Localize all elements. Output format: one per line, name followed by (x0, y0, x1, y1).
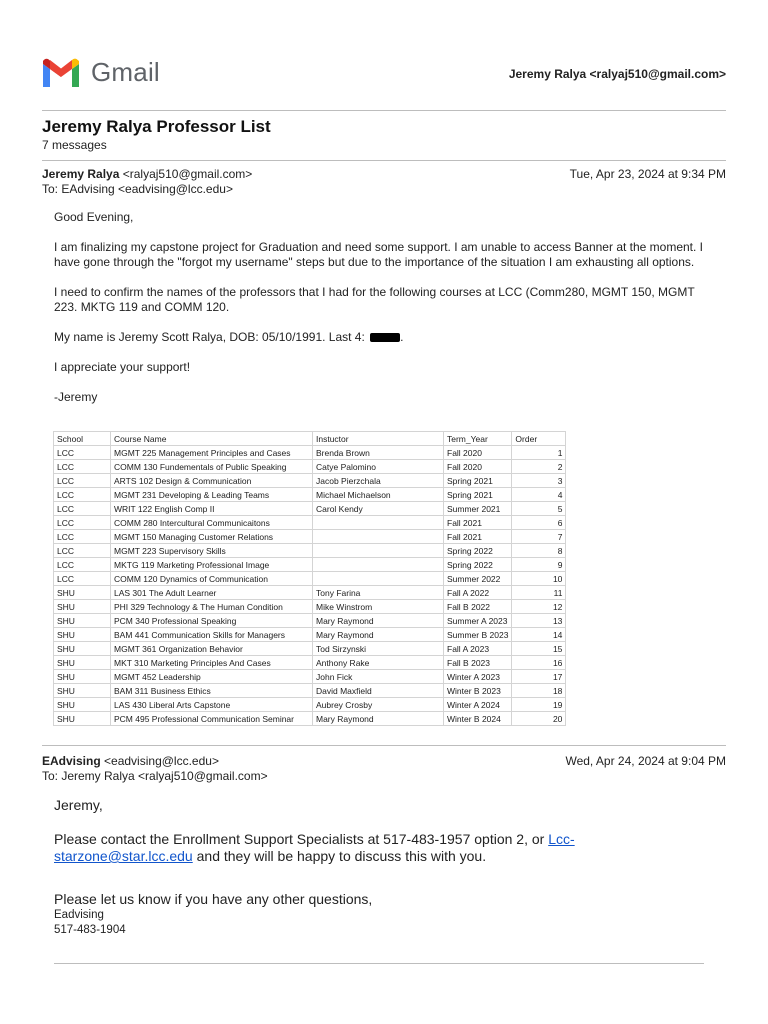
table-cell: Carol Kendy (313, 502, 444, 516)
table-cell: Spring 2021 (444, 488, 512, 502)
table-cell: 13 (512, 614, 566, 628)
table-cell: 3 (512, 474, 566, 488)
table-cell: LCC (54, 558, 111, 572)
identity-paragraph (54, 330, 719, 345)
header-divider (42, 110, 726, 111)
table-cell: LAS 301 The Adult Learner (111, 586, 313, 600)
sender-email: <ralyaj510@gmail.com> (122, 167, 253, 181)
table-cell: 16 (512, 656, 566, 670)
table-cell: Mary Raymond (313, 712, 444, 726)
table-cell: David Maxfield (313, 684, 444, 698)
table-cell: John Fick (313, 670, 444, 684)
link-text: starzone@star.lcc.edu (54, 848, 193, 864)
table-row (54, 670, 566, 684)
table-cell: Fall A 2022 (444, 586, 512, 600)
table-cell: PHI 329 Technology & The Human Condition (111, 600, 313, 614)
paragraph: I appreciate your support! (54, 360, 191, 374)
table-cell: Winter A 2024 (444, 698, 512, 712)
table-cell: MKTG 119 Marketing Professional Image (111, 558, 313, 572)
redaction-mark (370, 333, 400, 342)
column-header: Instuctor (313, 432, 444, 446)
table-row (54, 712, 566, 726)
identity-text: My name is Jeremy Scott Ralya, DOB: 05/10/1991. Last 4: (54, 330, 365, 344)
table-cell: SHU (54, 684, 111, 698)
table-cell: LCC (54, 502, 111, 516)
table-cell: Fall 2021 (444, 530, 512, 544)
identity-end: . (400, 330, 404, 344)
table-cell: MKT 310 Marketing Principles And Cases (111, 656, 313, 670)
paragraph: I need to confirm the names of the professors that I had for the following courses at LCC (Comm280, MGMT 150, MGMT 223. MKTG 119 and COMM 120. (54, 285, 695, 314)
table-cell: Mary Raymond (313, 614, 444, 628)
greeting: Jeremy, (54, 797, 103, 813)
table-cell: LCC (54, 544, 111, 558)
table-row (54, 698, 566, 712)
course-table (53, 431, 566, 726)
column-header: Term_Year (444, 432, 512, 446)
table-row (54, 446, 566, 460)
table-cell: Tod Sirzynski (313, 642, 444, 656)
table-cell: COMM 130 Fundementals of Public Speaking (111, 460, 313, 474)
table-cell: PCM 340 Professional Speaking (111, 614, 313, 628)
message-date: Wed, Apr 24, 2024 at 9:04 PM (565, 754, 726, 768)
table-row (54, 530, 566, 544)
table-row (54, 684, 566, 698)
table-cell: 7 (512, 530, 566, 544)
table-cell: 20 (512, 712, 566, 726)
table-cell: BAM 311 Business Ethics (111, 684, 313, 698)
table-cell: LAS 430 Liberal Arts Capstone (111, 698, 313, 712)
table-cell: Summer 2021 (444, 502, 512, 516)
table-cell: Spring 2022 (444, 558, 512, 572)
table-row (54, 488, 566, 502)
table-cell (313, 558, 444, 572)
table-cell: ARTS 102 Design & Communication (111, 474, 313, 488)
column-header: Course Name (111, 432, 313, 446)
table-cell: SHU (54, 670, 111, 684)
table-cell: Summer 2022 (444, 572, 512, 586)
table-cell: Jacob Pierzchala (313, 474, 444, 488)
account-label: Jeremy Ralya <ralyaj510@gmail.com> (508, 67, 726, 81)
gmail-header (40, 56, 728, 92)
column-header: Order (512, 432, 566, 446)
message-2-header (42, 754, 726, 784)
table-cell: Fall 2020 (444, 446, 512, 460)
message-count: 7 messages (42, 138, 107, 152)
table-cell: MGMT 361 Organization Behavior (111, 642, 313, 656)
message-date: Tue, Apr 23, 2024 at 9:34 PM (569, 167, 726, 181)
table-cell: PCM 495 Professional Communication Seminar (111, 712, 313, 726)
table-cell: 4 (512, 488, 566, 502)
table-row (54, 642, 566, 656)
table-cell (313, 516, 444, 530)
table-cell: LCC (54, 516, 111, 530)
table-cell: Mary Raymond (313, 628, 444, 642)
table-cell: Spring 2022 (444, 544, 512, 558)
table-cell: Summer B 2023 (444, 628, 512, 642)
signature-name: Eadvising (54, 909, 104, 921)
gmail-wordmark: Gmail (91, 57, 160, 87)
table-cell: 5 (512, 502, 566, 516)
subject-divider (42, 160, 726, 161)
paragraph-text: Please contact the Enrollment Support Specialists at 517-483-1957 option 2, or (54, 831, 549, 847)
table-row (54, 614, 566, 628)
message-divider (42, 745, 726, 746)
table-cell: Michael Michaelson (313, 488, 444, 502)
table-header-row (54, 432, 566, 446)
table-cell: 15 (512, 642, 566, 656)
table-row (54, 460, 566, 474)
table-cell: Fall B 2022 (444, 600, 512, 614)
table-cell: Winter B 2023 (444, 684, 512, 698)
table-row (54, 586, 566, 600)
table-cell: 8 (512, 544, 566, 558)
table-cell: SHU (54, 628, 111, 642)
table-cell: MGMT 225 Management Principles and Cases (111, 446, 313, 460)
table-cell: Summer A 2023 (444, 614, 512, 628)
table-cell: BAM 441 Communication Skills for Managers (111, 628, 313, 642)
sender-name: Jeremy Ralya (42, 167, 120, 181)
table-row (54, 656, 566, 670)
paragraph: I am finalizing my capstone project for Graduation and need some support. I am unable to access Banner at the moment. I have gone through the "forgot my username" steps but due to the importance of the situation I am exhausting all options. (54, 240, 704, 269)
table-cell: COMM 280 Intercultural Communicaitons (111, 516, 313, 530)
column-header: School (54, 432, 111, 446)
recipient-line: To: Jeremy Ralya <ralyaj510@gmail.com> (42, 769, 268, 783)
table-cell: 6 (512, 516, 566, 530)
sender-email: <eadvising@lcc.edu> (104, 754, 219, 768)
table-cell: 10 (512, 572, 566, 586)
table-cell: Fall B 2023 (444, 656, 512, 670)
table-cell: 2 (512, 460, 566, 474)
table-row (54, 502, 566, 516)
table-cell: LCC (54, 530, 111, 544)
table-cell: 14 (512, 628, 566, 642)
table-cell: SHU (54, 712, 111, 726)
table-cell: 12 (512, 600, 566, 614)
message-1-header (42, 167, 726, 197)
table-cell: SHU (54, 586, 111, 600)
paragraph-text: and they will be happy to discuss this with you. (192, 848, 487, 864)
table-cell: SHU (54, 614, 111, 628)
table-cell: 19 (512, 698, 566, 712)
table-row (54, 572, 566, 586)
message-2-body (54, 797, 654, 938)
table-cell: SHU (54, 656, 111, 670)
footer-divider (54, 963, 704, 964)
table-cell: SHU (54, 642, 111, 656)
table-row (54, 600, 566, 614)
closing-line: Please let us know if you have any other questions, (54, 891, 373, 907)
table-cell (313, 572, 444, 586)
table-cell: LCC (54, 474, 111, 488)
recipient-line: To: EAdvising <eadvising@lcc.edu> (42, 182, 233, 196)
link-text: Lcc- (548, 831, 575, 847)
table-cell (313, 530, 444, 544)
table-cell: MGMT 150 Managing Customer Relations (111, 530, 313, 544)
table-cell: LCC (54, 460, 111, 474)
table-cell: Brenda Brown (313, 446, 444, 460)
table-cell: Winter A 2023 (444, 670, 512, 684)
table-cell: 17 (512, 670, 566, 684)
table-cell: Anthony Rake (313, 656, 444, 670)
table-cell: MGMT 231 Developing & Leading Teams (111, 488, 313, 502)
paragraph (54, 831, 654, 865)
table-row (54, 628, 566, 642)
table-cell: 9 (512, 558, 566, 572)
table-cell: Winter B 2024 (444, 712, 512, 726)
thread-subject: Jeremy Ralya Professor List (42, 117, 271, 136)
table-cell (313, 544, 444, 558)
message-1-body (54, 210, 719, 420)
table-cell: MGMT 452 Leadership (111, 670, 313, 684)
table-cell: 18 (512, 684, 566, 698)
table-cell: Fall 2020 (444, 460, 512, 474)
signature-phone: 517-483-1904 (54, 924, 126, 936)
table-row (54, 544, 566, 558)
table-cell: WRIT 122 English Comp II (111, 502, 313, 516)
gmail-logo-icon (40, 56, 82, 88)
table-cell: Catye Palomino (313, 460, 444, 474)
table-cell: MGMT 223 Supervisory Skills (111, 544, 313, 558)
table-row (54, 516, 566, 530)
table-cell: Tony Farina (313, 586, 444, 600)
table-cell: LCC (54, 572, 111, 586)
table-cell: Mike Winstrom (313, 600, 444, 614)
table-cell: Aubrey Crosby (313, 698, 444, 712)
table-cell: COMM 120 Dynamics of Communication (111, 572, 313, 586)
sender-name: EAdvising (42, 754, 101, 768)
signoff: -Jeremy (54, 390, 98, 404)
table-cell: SHU (54, 600, 111, 614)
table-cell: Fall 2021 (444, 516, 512, 530)
table-cell: Fall A 2023 (444, 642, 512, 656)
table-cell: SHU (54, 698, 111, 712)
table-row (54, 474, 566, 488)
table-cell: 1 (512, 446, 566, 460)
table-cell: 11 (512, 586, 566, 600)
table-cell: LCC (54, 446, 111, 460)
greeting: Good Evening, (54, 210, 134, 224)
table-cell: Spring 2021 (444, 474, 512, 488)
table-cell: LCC (54, 488, 111, 502)
table-row (54, 558, 566, 572)
